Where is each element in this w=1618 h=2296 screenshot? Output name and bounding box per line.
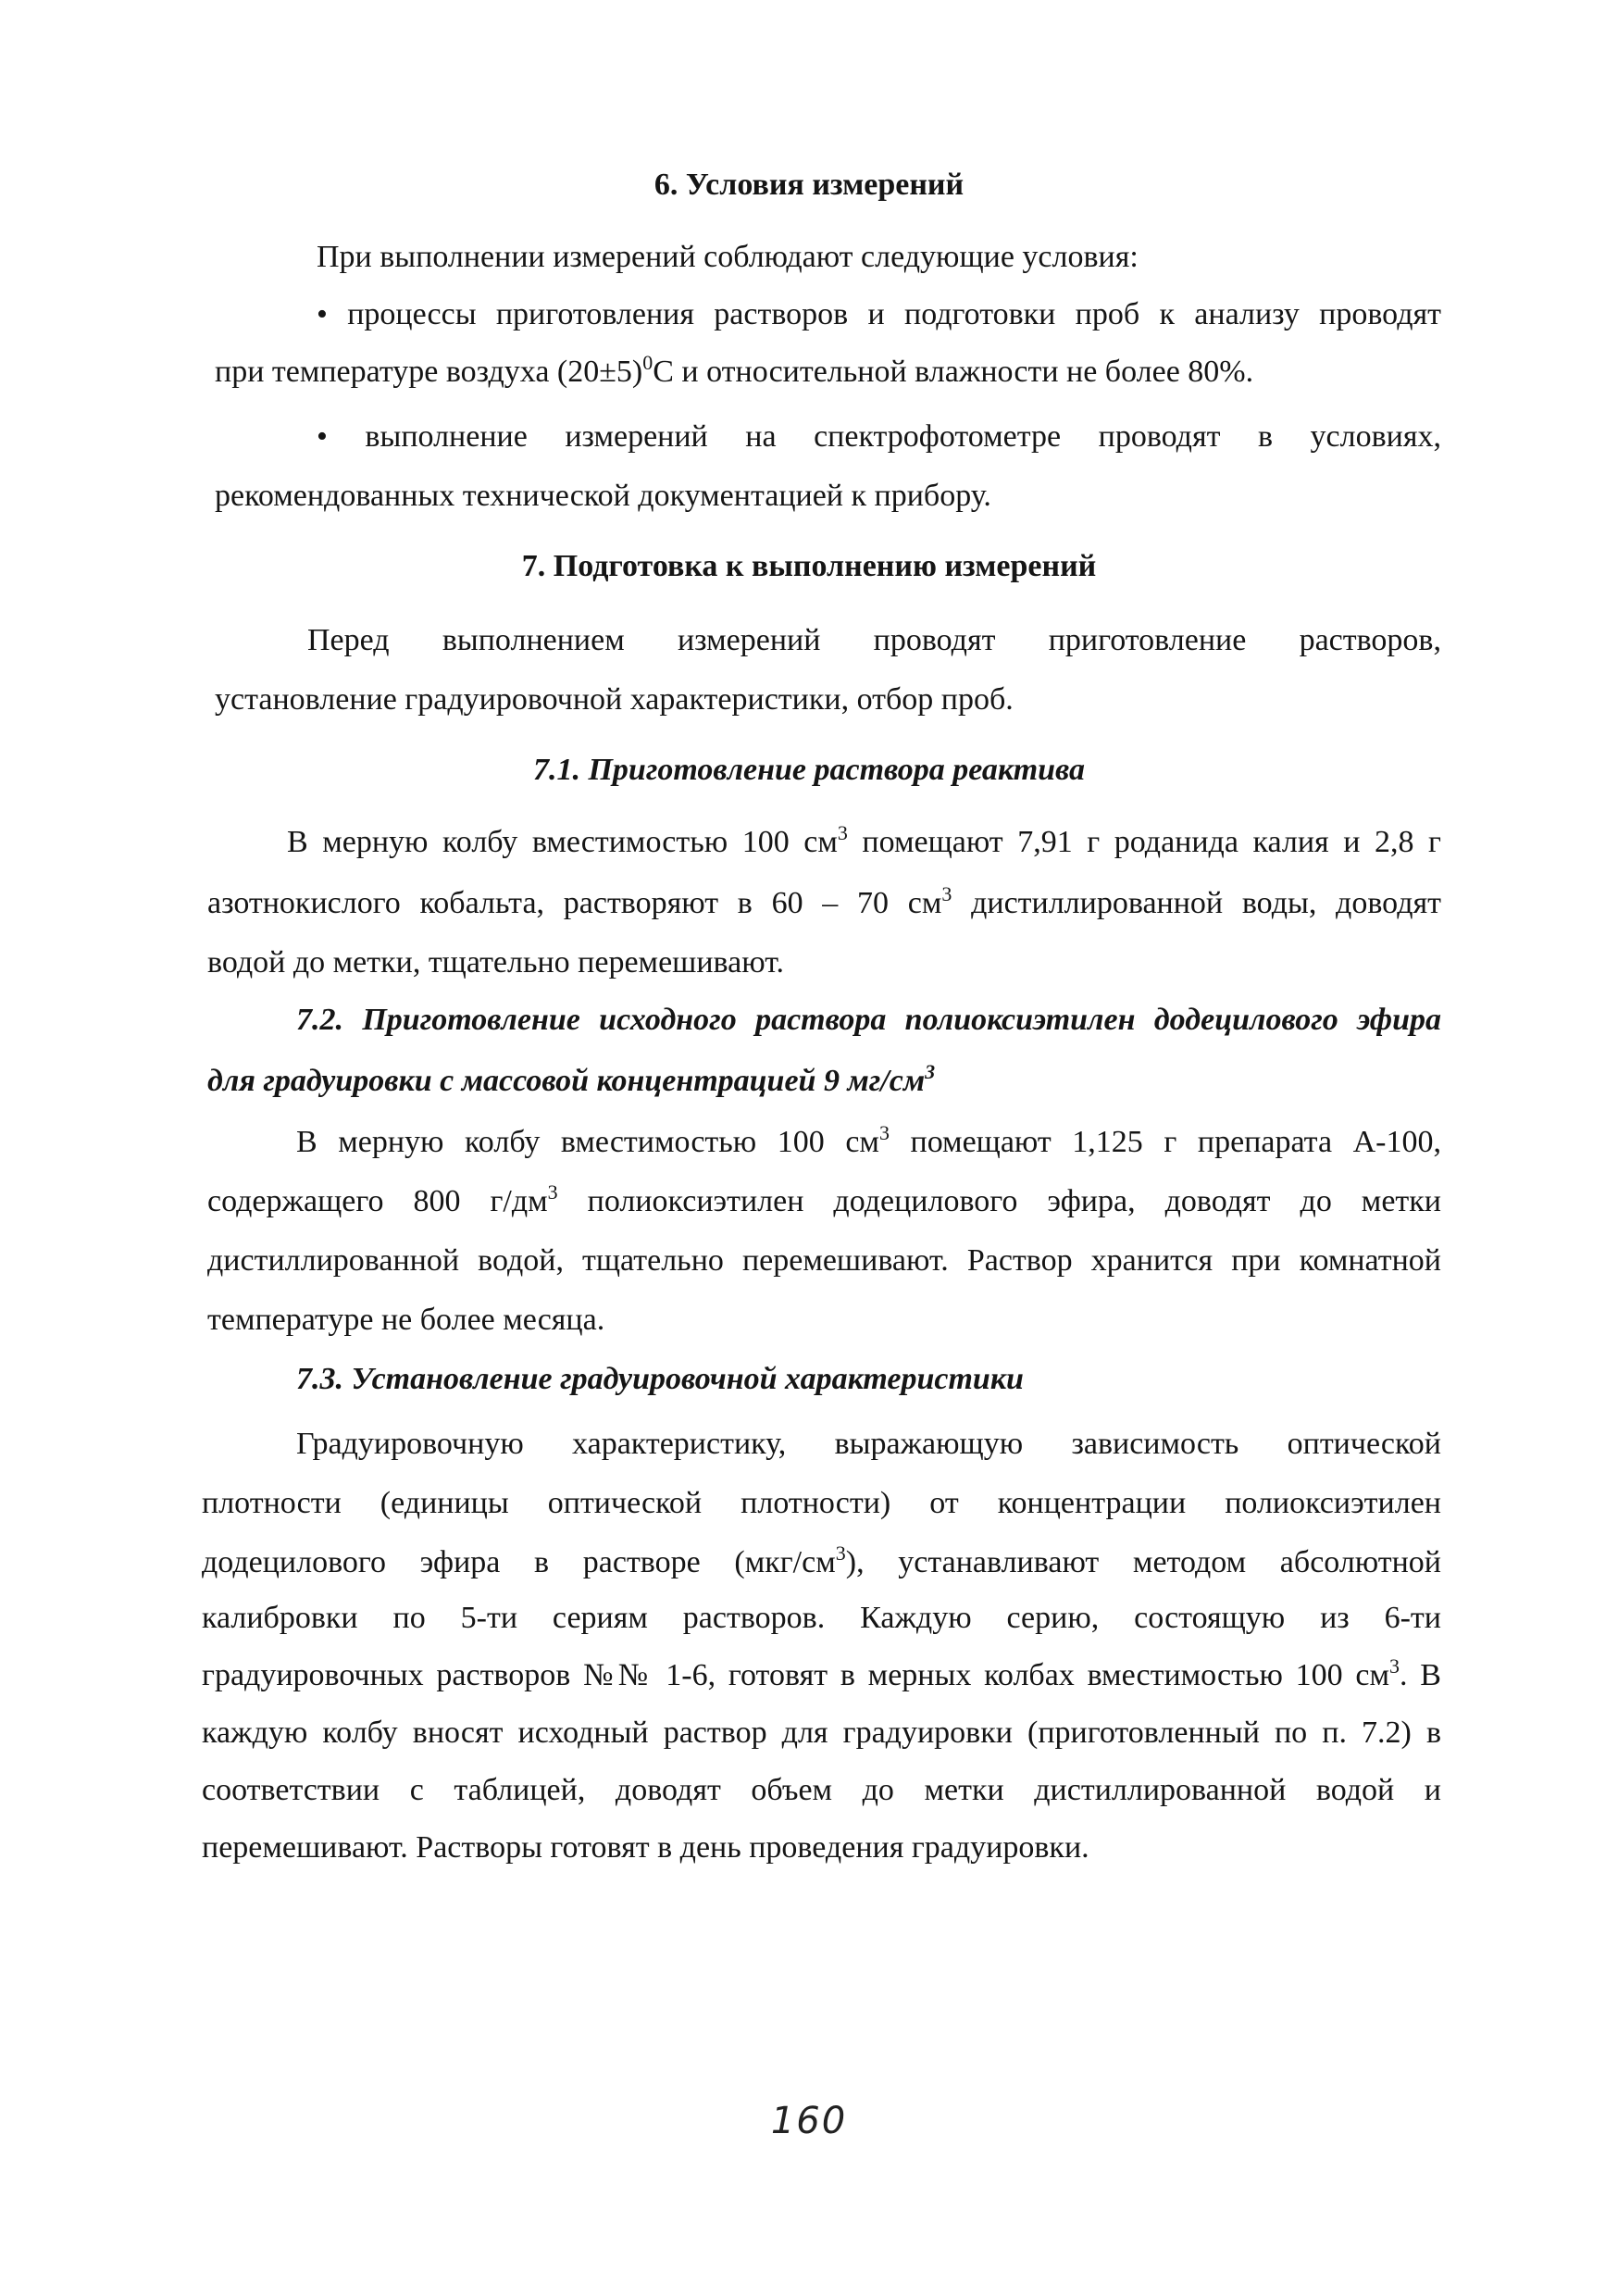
section-7-2-heading-line-1: 7.2. Приготовление исходного раствора полиоксиэтилен додецилового эфира — [296, 1003, 1441, 1037]
section-6-heading: 6. Условия измерений — [653, 168, 965, 202]
text-span: градуировочных растворов №№ 1-6, готовят в мерных колбах вместимостью 100 см — [202, 1658, 1390, 1692]
section-6-bullet-1-line-2 — [215, 351, 1254, 393]
section-7-3-line-8: перемешивают. Растворы готовят в день проведения градуировки. — [202, 1830, 1089, 1865]
text-span: азотнокислого кобальта, растворяют в 60 – 70 см — [207, 886, 942, 920]
superscript: 3 — [835, 1541, 846, 1565]
section-7-2-line-1 — [296, 1121, 1441, 1164]
text-span: помещают 7,91 г роданида калия и 2,8 г — [847, 825, 1441, 859]
text-span: ), устанавливают методом абсолютной — [845, 1545, 1442, 1579]
section-6-bullet-2-line-2: рекомендованных технической документацией к прибору. — [215, 479, 991, 513]
superscript: 3 — [547, 1180, 558, 1204]
text-span: додецилового эфира в растворе (мкг/см — [202, 1545, 836, 1579]
text-span: В мерную колбу вместимостью 100 см — [296, 1125, 879, 1159]
section-7-2-heading-line-2 — [207, 1060, 936, 1103]
superscript: 3 — [878, 1121, 890, 1144]
section-7-1-line-2 — [207, 882, 1441, 925]
text-span: содержащего 800 г/дм — [207, 1184, 548, 1218]
section-7-3-line-7: соответствии с таблицей, доводят объем до метки дистиллированной водой и — [202, 1773, 1441, 1807]
superscript: 3 — [941, 882, 952, 905]
section-7-3-heading: 7.3. Установление градуировочной характеристики — [296, 1362, 1024, 1396]
section-7-1-line-3: водой до метки, тщательно перемешивают. — [207, 945, 784, 980]
superscript: 0 — [642, 351, 653, 374]
text-span: С и относительной влажности не более 80%. — [653, 355, 1254, 389]
page-number: 160 — [770, 2100, 848, 2142]
section-7-2-line-3: дистиллированной водой, тщательно перемешивают. Раствор хранится при комнатной — [207, 1243, 1441, 1278]
text-span: . В — [1400, 1658, 1441, 1692]
text-span: полиоксиэтилен додецилового эфира, доводят до метки — [557, 1184, 1441, 1218]
section-7-line-1: Перед выполнением измерений проводят приготовление растворов, — [307, 623, 1441, 657]
text-span: для градуировки с массовой концентрацией 9 мг/см — [207, 1064, 926, 1098]
text-span: помещают 1,125 г препарата А-100, — [889, 1125, 1441, 1159]
text-span: В мерную колбу вместимостью 100 см — [287, 825, 838, 859]
section-6-intro: При выполнении измерений соблюдают следующие условия: — [317, 240, 1139, 274]
section-7-1-line-1 — [287, 821, 1441, 864]
section-6-bullet-2-line-1: • выполнение измерений на спектрофотометре проводят в условиях, — [317, 419, 1441, 454]
section-7-heading: 7. Подготовка к выполнению измерений — [521, 549, 1097, 583]
section-6-bullet-1-line-1: • процессы приготовления растворов и подготовки проб к анализу проводят — [317, 297, 1441, 331]
section-7-3-line-3 — [202, 1541, 1442, 1584]
section-7-line-2: установление градуировочной характеристики, отбор проб. — [215, 682, 1014, 717]
section-7-1-heading: 7.1. Приготовление раствора реактива — [532, 753, 1086, 787]
superscript: 3 — [837, 821, 848, 844]
superscript: 3 — [1389, 1654, 1400, 1678]
section-7-3-line-2: плотности (единицы оптической плотности) от концентрации полиоксиэтилен — [202, 1486, 1441, 1520]
text-span: дистиллированной воды, доводят — [952, 886, 1441, 920]
text-span: при температуре воздуха (20±5) — [215, 355, 643, 389]
section-7-3-line-6: каждую колбу вносят исходный раствор для градуировки (приготовленный по п. 7.2) в — [202, 1716, 1441, 1750]
section-7-2-line-4: температуре не более месяца. — [207, 1303, 605, 1337]
section-7-3-line-5 — [202, 1654, 1441, 1697]
section-7-3-line-4: калибровки по 5-ти сериям растворов. Каждую серию, состоящую из 6-ти — [202, 1601, 1441, 1635]
section-7-2-line-2 — [207, 1180, 1441, 1223]
section-7-3-line-1: Градуировочную характеристику, выражающую зависимость оптической — [296, 1427, 1441, 1461]
superscript: 3 — [925, 1060, 936, 1083]
